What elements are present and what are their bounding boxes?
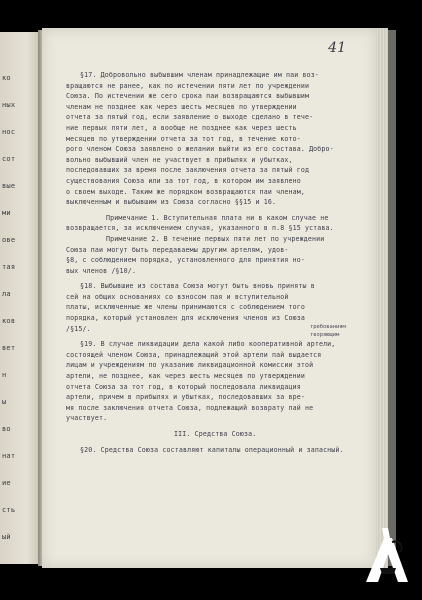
left-page-fragment: ы [2, 398, 7, 406]
typed-text [66, 70, 366, 455]
left-page-fragment: ко [2, 74, 11, 82]
text-line: членам не позднее как через шесть месяцев по утверждении [66, 102, 297, 111]
text-line: артели, причем в прибылях и убытках, последовавших за вре- [66, 393, 305, 402]
text-line: платы, исключенные же члены принимаются с соблюдением того [66, 303, 305, 312]
text-line: возвращается, за исключением случая, указанного в п.8 §15 устава. [66, 224, 334, 233]
text-line: о своем выходе. Таким же порядком возвращаются паи членам, [66, 187, 305, 196]
text-line: §19. В случае ликвидации дела какой либо кооперативной артели, [80, 340, 336, 349]
left-page-fragment: нат [2, 452, 16, 460]
text-line: §18. Выбывшие из состава Союза могут быть вновь приняты в [80, 282, 315, 291]
archive-logo-icon [362, 524, 412, 584]
left-page-fragment: ове [2, 236, 16, 244]
text-line: III. Средства Союза. [174, 430, 257, 438]
left-page-fragment: ми [2, 209, 11, 217]
text-line: вращаются не ранее, как по истечении пяти лет по учреждении [66, 81, 310, 90]
left-page-fragment: ков [2, 317, 16, 325]
text-line: §8, с соблюдением порядка, установленного для принятия но- [66, 256, 305, 265]
folio-number: 41 [328, 40, 346, 56]
text-line: существования Союза или за тот год, в котором им заявлено [66, 176, 301, 185]
text-line: мя после заключения отчета Союза, подлежащий возврату пай не [66, 403, 314, 412]
text-line: §20. Средства Союза составляют капиталы операционный и запасный. [80, 445, 344, 454]
left-page-fragment: во [2, 425, 11, 433]
left-page-fragment: сть [2, 506, 16, 514]
text-line: лицам и учреждениям по указанию ликвидационной комиссии этой [66, 361, 314, 370]
text-line: порядка, который установлен для исключения членов из Союза [66, 314, 305, 323]
document-page [42, 28, 376, 568]
left-page-fragment: нос [2, 128, 16, 136]
text-line: выключенным и выбывшим из Союза согласно §§15 и 16. [66, 198, 277, 207]
text-line: артели, не позднее, как через шесть месяцев по утверждении [66, 372, 305, 381]
text-line: /§15/. [66, 324, 91, 333]
text-line: месяцев по утверждении отчета за тот год, в течение кото- [66, 134, 301, 143]
left-page-fragment: ый [2, 533, 11, 541]
left-page-fragment: ла [2, 290, 11, 298]
text-line: ние первых пяти лет, а вообще не позднее как через шесть [66, 123, 297, 132]
text-line: Примечание 2. В течение первых пяти лет по учреждении [106, 234, 325, 243]
text-line: рого членом Союза заявлено о желании выйти из его состава. Добро- [66, 145, 334, 154]
binding-strip [388, 30, 396, 566]
text-line: сей на общих основаниях со взносом пая и вступительной [66, 292, 289, 301]
margin-annotation [310, 324, 366, 339]
margin-note-line: требованиям [310, 324, 346, 330]
left-page-fragment: вые [2, 182, 16, 190]
text-line: Примечание 1. Вступительная плата ни в каком случае не [106, 213, 329, 222]
text-line: последовавших за время после заключения отчета за пятый год [66, 166, 310, 175]
left-page-fragment: вет [2, 344, 16, 352]
left-page-fragment: сот [2, 155, 16, 163]
left-page-fragment: н [2, 371, 7, 379]
text-line: отчета за пятый год, если заявление о выходе сделано в тече- [66, 113, 314, 122]
margin-note-line: творяющим [310, 331, 340, 338]
text-line: §17. Добровольно выбывшим членам принадлежащие им паи воз- [80, 71, 319, 79]
text-line: Союза паи могут быть передаваемы другим артелям, удов- [66, 245, 289, 254]
text-line: вольно выбывший член не участвует в прибылях и убытках, [66, 155, 293, 164]
left-page-fragment: тая [2, 263, 16, 271]
text-line: Союза. По истечении же сего срока паи возвращаются выбывшим [66, 92, 310, 101]
page-stack-edge [376, 28, 388, 568]
left-page-fragment: ие [2, 479, 11, 487]
text-line: вых членов /§10/. [66, 266, 137, 275]
text-line: состоящей членом Союза, принадлежащий этой артели пай выдается [66, 350, 322, 359]
left-page-edge [0, 32, 38, 564]
text-line: участвует. [66, 414, 108, 423]
left-page-fragment: ных [2, 101, 16, 109]
text-line: отчета Союза за тот год, в который последовала ликвидация [66, 382, 301, 391]
